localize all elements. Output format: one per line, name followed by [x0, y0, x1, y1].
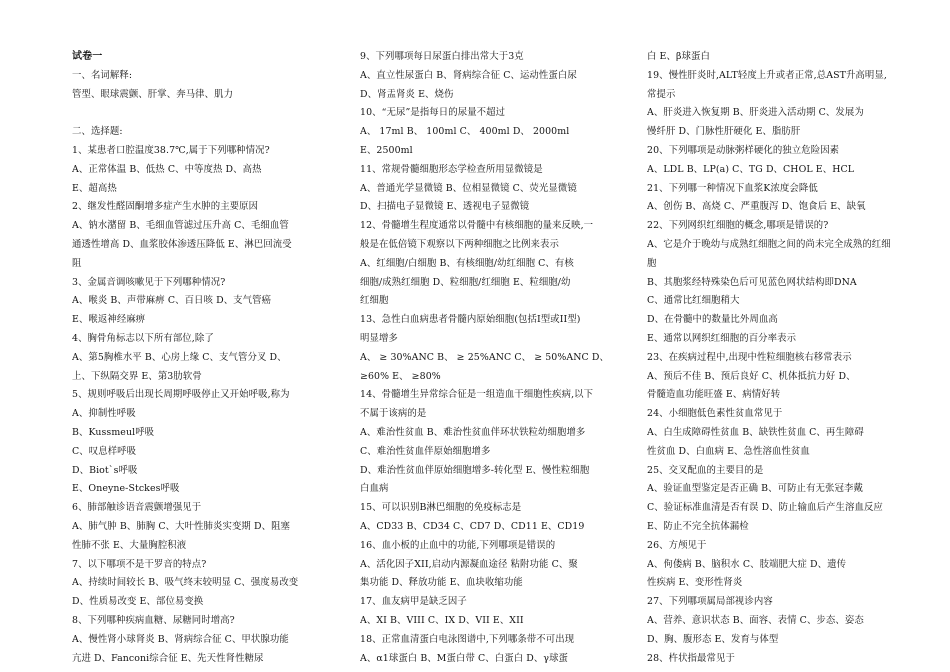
text-line: 19、慢性肝炎时,ALT轻度上升或者正常,总AST升高明显,	[647, 69, 887, 81]
text-line: A、持续时间较长 B、吸气终末较明显 C、强度易改变	[72, 577, 299, 589]
text-line: A、CD33 B、CD34 C、CD7 D、CD11 E、CD19	[360, 520, 585, 532]
text-line: 25、交叉配血的主要目的是	[647, 464, 764, 476]
text-line: A、第5胸椎水平 B、心房上缘 C、支气管分叉 D、	[72, 351, 287, 363]
text-line: 10、“无尿”是指每日的尿量不超过	[360, 107, 506, 119]
text-line: E、喉返神经麻痹	[72, 314, 146, 326]
text-line: B、Kussmeul呼吸	[72, 426, 155, 438]
text-line: 13、急性白血病患者骨髓内原始细胞(包括I型或II型)	[360, 314, 581, 326]
text-line: 27、下列哪项属局部视诊内容	[647, 596, 773, 608]
text-line: E、防止不完全抗体漏检	[647, 520, 749, 532]
text-line: 5、规则呼吸后出现长周期呼吸停止又开始呼吸,称为	[72, 389, 290, 401]
text-line: 22、下列网织红细胞的概念,哪项是错误的?	[647, 220, 829, 232]
text-line: 明显增多	[360, 332, 398, 344]
text-line: 红细胞	[360, 295, 389, 307]
text-line: 9、下列哪项每日尿蛋白排出常大于3克	[360, 51, 524, 62]
text-line: A、肺气肿 B、肺胸 C、大叶性肺炎实变期 D、阻塞	[72, 520, 291, 532]
text-line: 11、常规骨髓细胞形态学检查所用显微镜是	[360, 163, 543, 175]
text-line: ≥60% E、 ≥80%	[360, 370, 441, 382]
text-line: 3、金属音调咳嗽见于下列哪种情况?	[72, 276, 226, 288]
text-line: 骨髓造血功能旺盛 E、病情好转	[647, 389, 781, 401]
text-line: 阻	[72, 257, 82, 269]
text-line: 14、骨髓增生异常综合征是一组造血干细胞性疾病,以下	[360, 389, 594, 401]
text-line: 23、在疾病过程中,出现中性粒细胞核右移常表示	[647, 351, 852, 363]
text-line: C、叹息样呼吸	[72, 445, 137, 457]
text-line: 12、骨髓增生程度通常以骨髓中有核细胞的量来反映,一	[360, 220, 594, 232]
text-line: A、创伤 B、高烧 C、严重腹泻 D、饱食后 E、缺氧	[647, 201, 866, 213]
text-line: A、普通光学显微镜 B、位相显微镜 C、荧光显微镜	[360, 182, 577, 194]
text-line: 4、胸骨角标志以下所有部位,除了	[72, 332, 214, 344]
text-line: 6、肺部触诊语音震颤增强见于	[72, 502, 202, 514]
text-line: 8、下列哪种疾病血糖、尿糖同时增高?	[72, 614, 235, 626]
text-line: 17、血友病甲是缺乏因子	[360, 596, 467, 608]
text-line: A、佝偻病 B、脑积水 C、肢端肥大症 D、遗传	[647, 558, 847, 570]
text-line: A、LDL B、LP(a) C、TG D、CHOL E、HCL	[647, 163, 855, 175]
text-line: A、抑制性呼吸	[72, 408, 136, 420]
text-line: 白 E、β球蛋白	[647, 51, 710, 62]
text-line: E、超高热	[72, 182, 117, 194]
text-line: 24、小细胞低色素性贫血常见于	[647, 408, 783, 420]
text-line: 集功能 D、释放功能 E、血块收缩功能	[360, 577, 523, 589]
text-line: 16、血小板的止血中的功能,下列哪项是错误的	[360, 539, 556, 551]
text-line: A、钠水潴留 B、毛细血管滤过压升高 C、毛细血管	[72, 220, 289, 232]
text-line: A、 17ml B、 100ml C、 400ml D、 2000ml	[360, 126, 570, 138]
text-line: A、营养、意识状态 B、面容、表情 C、步态、姿态	[647, 614, 864, 626]
column-left	[72, 48, 330, 668]
blank-line	[72, 104, 330, 123]
text-line: 20、下列哪项是动脉粥样硬化的独立危险因素	[647, 144, 840, 156]
text-line: A、难治性贫血 B、难治性贫血伴环状铁粒幼细胞增多	[360, 426, 586, 438]
text-line: 细胞/成熟红细胞 D、粒细胞/红细胞 E、粒细胞/幼	[360, 276, 571, 288]
text-line: C、验证标准血清是否有误 D、防止输血后产生溶血反应	[647, 502, 883, 514]
text-line: A、白生成障碍性贫血 B、缺铁性贫血 C、再生障碍	[647, 426, 864, 438]
text-line: A、慢性肾小球肾炎 B、肾病综合征 C、甲状腺功能	[72, 633, 289, 645]
text-line: A、直立性尿蛋白 B、肾病综合征 C、运动性蛋白尿	[360, 69, 577, 81]
column-right	[647, 48, 905, 668]
text-line: A、正常体温 B、低热 C、中等度热 D、高热	[72, 163, 262, 175]
text-line: D、Biot`s呼吸	[72, 464, 138, 476]
text-line: A、预后不佳 B、预后良好 C、机体抵抗力好 D、	[647, 370, 856, 382]
text-line: A、XI B、VIII C、IX D、VII E、XII	[360, 614, 524, 626]
text-line: 性贫血 D、白血病 E、急性溶血性贫血	[647, 445, 810, 457]
text-line: 胞	[647, 257, 657, 269]
text-line: 18、正常血清蛋白电泳图谱中,下列哪条带不可出现	[360, 633, 575, 645]
text-line: D、扫描电子显微镜 E、透视电子显微镜	[360, 201, 530, 213]
text-line: 2、继发性醛固酮增多症产生水肿的主要原因	[72, 201, 259, 213]
text-line: A、 ≥ 30%ANC B、 ≥ 25%ANC C、 ≥ 50%ANC D、	[360, 351, 609, 363]
text-line: D、肾盂肾炎 E、烧伤	[360, 88, 454, 100]
text-line: B、其胞浆经特殊染色后可见蓝色网状结构即DNA	[647, 276, 857, 288]
text-line: D、在骨髓中的数量比外周血高	[647, 314, 778, 326]
text-line: 不属于该病的是	[360, 408, 427, 420]
text-line: 白血病	[360, 483, 389, 495]
text-line: A、它是介于晚幼与成熟红细胞之间的尚未完全成熟的红细	[647, 238, 891, 250]
text-line: A、α1球蛋白 B、M蛋白带 C、白蛋白 D、γ球蛋	[360, 652, 569, 664]
text-line: D、胸、腹形态 E、发育与体型	[647, 633, 779, 645]
text-line: A、红细胞/白细胞 B、有核细胞/幼红细胞 C、有核	[360, 257, 574, 269]
text-line: A、验证血型鉴定是否正确 B、可防止有无张冠李戴	[647, 483, 863, 495]
text-line: 1、某患者口腔温度38.7℃,属于下列哪种情况?	[72, 144, 270, 156]
text-line: 21、下列哪一种情况下血浆K浓度会降低	[647, 182, 818, 194]
text-line: A、活化因子XII,启动内源凝血途径 粘附功能 C、聚	[360, 558, 578, 570]
text-line: 上、下纵隔交界 E、第3肋软骨	[72, 370, 202, 382]
text-line: 慢纤肝 D、门脉性肝硬化 E、脂肪肝	[647, 126, 801, 138]
text-line: E、通常以网织红细胞的百分率表示	[647, 332, 797, 344]
text-line: 7、以下哪项不是干罗音的特点?	[72, 558, 207, 570]
text-line: A、喉炎 B、声带麻痹 C、百日咳 D、支气管癌	[72, 295, 272, 307]
text-line: 15、可以识别B淋巴细胞的免疫标志是	[360, 502, 522, 514]
text-line: E、2500ml	[360, 144, 413, 156]
text-line: E、Oneyne-Stckes呼吸	[72, 483, 180, 495]
text-line: 28、杵状指最常见于	[647, 652, 735, 664]
text-line: 管型、眼球震颤、肝掌、奔马律、肌力	[72, 88, 234, 100]
text-line: 二、选择题:	[72, 126, 123, 138]
text-line: 性疾病 E、变形性肾炎	[647, 577, 743, 589]
text-line: 常提示	[647, 88, 676, 100]
text-line: 试卷一	[72, 51, 103, 62]
text-line: 般是在低倍镜下观察以下两种细胞之比例来表示	[360, 238, 559, 250]
text-line: C、难治性贫血伴原始细胞增多	[360, 445, 491, 457]
text-line: 通透性增高 D、血浆胶体渗透压降低 E、淋巴回流受	[72, 238, 292, 250]
text-line: 一、名词解释:	[72, 69, 133, 81]
text-line: D、难治性贫血伴原始细胞增多-转化型 E、慢性粒细胞	[360, 464, 590, 476]
text-line: 性肺不张 E、大量胸腔积液	[72, 539, 187, 551]
text-line: C、通常比红细胞稍大	[647, 295, 740, 307]
text-line: A、肝炎进入恢复期 B、肝炎进入活动期 C、发展为	[647, 107, 864, 119]
text-line: D、性质易改变 E、部位易变换	[72, 596, 204, 608]
column-middle	[360, 48, 618, 668]
text-line: 26、方颅见于	[647, 539, 707, 551]
text-line: 亢进 D、Fanconi综合征 E、先天性肾性糖尿	[72, 652, 264, 664]
